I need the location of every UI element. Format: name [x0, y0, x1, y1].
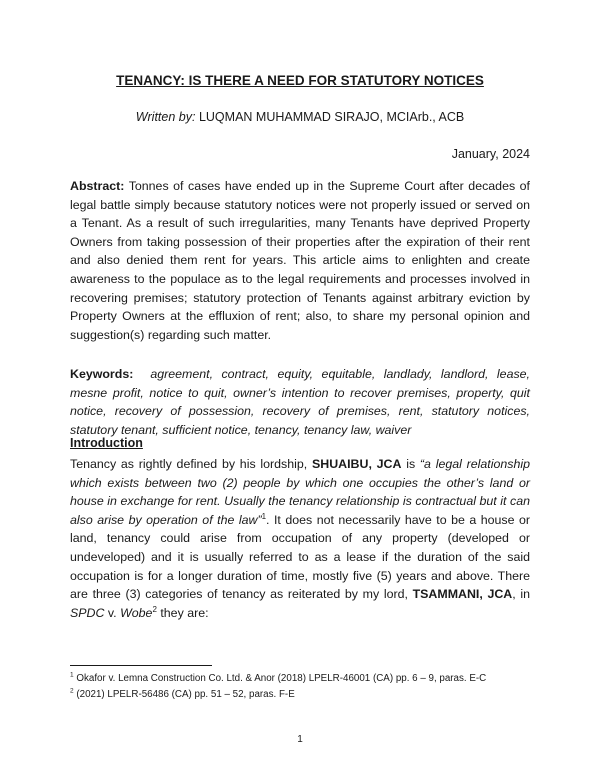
judge-name-2: TSAMMANI, JCA: [412, 587, 513, 602]
footnote-ref-1[interactable]: 1: [261, 511, 267, 521]
case-versus: v.: [107, 605, 117, 620]
page-title: TENANCY: IS THERE A NEED FOR STATUTORY NOTICES: [116, 73, 484, 88]
keywords-text: agreement, contract, equity, equitable, landlady, landlord, lease, mesne profit, notice to quit, owner’s intention to recover premises, property, quit notice, recovery of possession, recovery of premises, rent, statutory notices, statutory tenant, sufficient notice, tenancy, tenancy law, waiver: [70, 367, 530, 437]
byline-label: Written by:: [135, 110, 196, 124]
introduction-heading: Introduction: [70, 436, 143, 450]
intro-text-4: , in: [512, 587, 530, 602]
abstract-paragraph: [70, 177, 530, 344]
document-date: January, 2024: [451, 147, 530, 161]
page-number: 1: [297, 734, 303, 745]
intro-text-1: Tenancy as rightly defined by his lordship,: [70, 457, 308, 471]
footnotes: [70, 671, 540, 702]
footnote-ref-2[interactable]: 2: [152, 604, 157, 614]
footnote-divider: [70, 665, 212, 666]
case-party-a: SPDC: [70, 605, 105, 620]
introduction-paragraph: [70, 455, 530, 622]
abstract-label: Abstract:: [70, 179, 125, 193]
footnote-number: 2: [70, 687, 74, 695]
footnote-text: (2021) LPELR-56486 (CA) pp. 51 – 52, paras. F-E: [76, 688, 295, 700]
case-party-b: Wobe: [120, 605, 153, 620]
footnote-number: 1: [70, 671, 74, 679]
footnote-item: [70, 687, 540, 703]
keywords-paragraph: [70, 365, 530, 439]
byline: [0, 110, 600, 124]
footnote-text: Okafor v. Lemna Construction Co. Ltd. & Anor (2018) LPELR-46001 (CA) pp. 6 – 9, paras. E-C: [76, 673, 487, 684]
intro-text-5: they are:: [160, 605, 209, 620]
footnote-item: [70, 671, 540, 687]
keywords-label: Keywords:: [70, 367, 134, 381]
intro-text-2: is: [406, 457, 416, 471]
abstract-text: Tonnes of cases have ended up in the Supreme Court after decades of legal battle simply because statutory notices were not properly issued or served on a Tenant. As a result of such irregularities, many Tenants have deprived Property Owners from taking possession of their properties after the expiration of their rent and also denied them rent for years. This article aims to enlighten and create awareness to the populace as to the legal requirements and processes involved in recovering premises; statutory protection of Tenants against arbitrary eviction by Property Owners at the effluxion of rent; also, to share my personal opinion and suggestion(s) regarding such matter.: [70, 179, 530, 342]
definition-quote: “a legal relationship which exists between two (2) people by which one occupies the other’s land or house in exchange for rent. Usually the tenancy relationship is contractual but it can also arise by operation of the law”: [70, 457, 530, 527]
byline-author: LUQMAN MUHAMMAD SIRAJO, MCIArb., ACB: [198, 110, 465, 124]
judge-name-1: SHUAIBU, JCA: [312, 457, 402, 471]
intro-text-3: . It does not necessarily have to be a house or land, tenancy could arise from occupation of any property (developed or undeveloped) and it is usually referred to as a lease if the duration of the said occupation is for a longer duration of time, mostly five (5) years and above. There are three (3) categories of tenancy as reiterated by my lord,: [70, 512, 530, 602]
